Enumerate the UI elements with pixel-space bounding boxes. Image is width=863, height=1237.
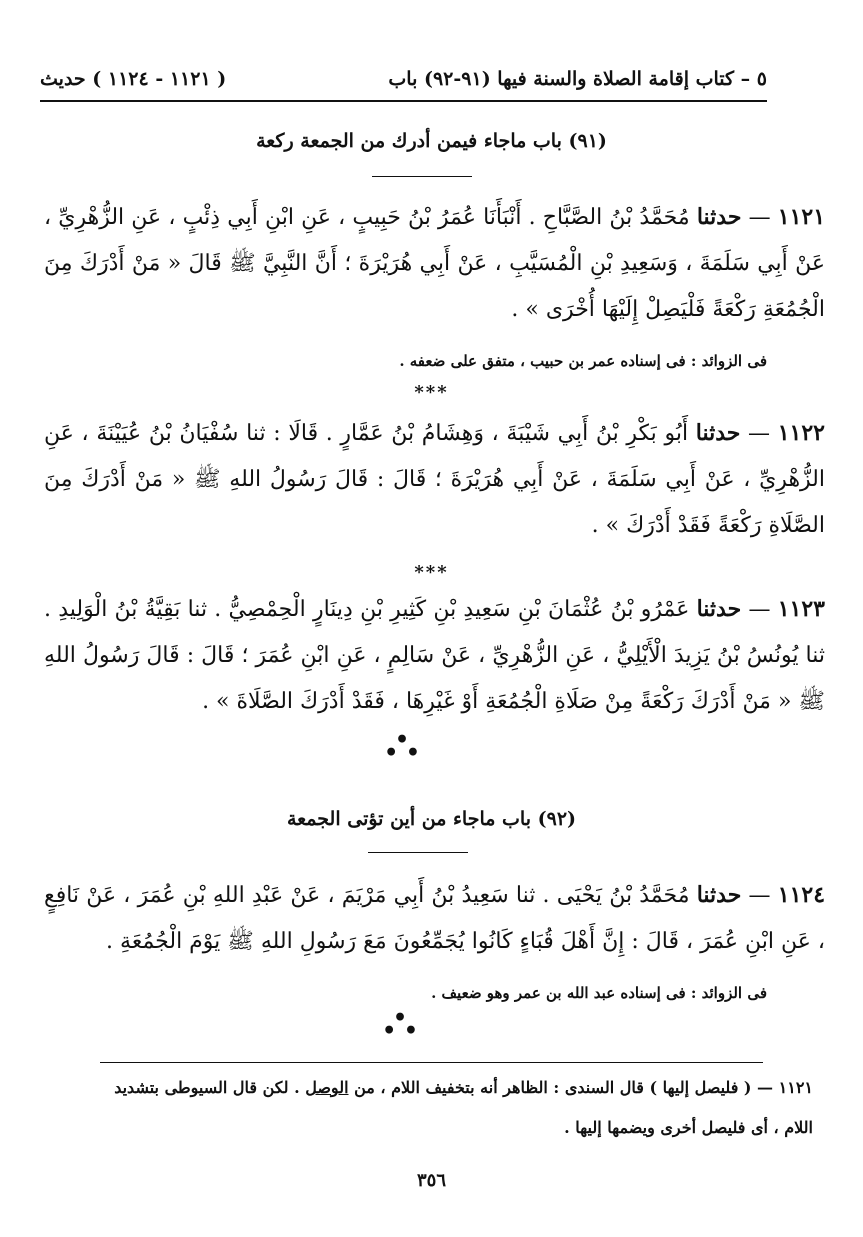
hadith-1123: ١١٢٣ — حدثنا عَمْرُو بْنُ عُثْمَانَ بْنِ سَعِيدِ بْنِ كَثِيرِ بْنِ دِينَارٍ الْحِمْصِيُّ . ثنا بَقِيَّةُ بْنُ الْوَلِيدِ . ثنا يُونُسُ بْنُ يَزِيدَ الْأَيْلِيُّ ، عَنِ الزُّهْرِيِّ ، عَنْ سَالِمٍ ، عَنِ ابْنِ عُمَرَ ؛ قَالَ : قَالَ رَسُولُ اللهِ ﷺ « مَنْ أَدْرَكَ رَكْعَةً مِنْ صَلَاةِ الْجُمُعَةِ أَوْ غَيْرِهَا ، فَقَدْ أَدْرَكَ الصَّلَاةَ » . xyxy=(44,596,825,714)
header-title: ٥ – كتاب إقامة الصلاة والسنة فيها (٩١-٩٢) باب xyxy=(388,68,767,90)
hadith-1121: ١١٢١ — حدثنا مُحَمَّدُ بْنُ الصَّبَّاحِ . أَنْبَأَنَا عُمَرُ بْنُ حَبِيبٍ ، عَنِ ابْنِ أَبِي ذِئْبٍ ، عَنِ الزُّهْرِيِّ ، عَنْ أَبِي سَلَمَةَ ، وَسَعِيدِ بْنِ الْمُسَيَّبِ ، عَنْ أَبِي هُرَيْرَةَ ؛ أَنَّ النَّبِيَّ ﷺ قَالَ « مَنْ أَدْرَكَ مِنَ الْجُمُعَةِ رَكْعَةً فَلْيَصِلْ إِلَيْهَا أُخْرَى » . xyxy=(44,204,826,322)
page-number: ٣٥٦ xyxy=(416,1170,446,1191)
footnote-rest: . لكن قال السيوطى بتشديد اللام ، أى فليصل أخرى ويضمها إليها . xyxy=(114,1078,813,1137)
hadith-number: ١١٢٣ xyxy=(777,596,825,622)
running-header xyxy=(40,64,767,94)
header-rule xyxy=(40,100,767,102)
chapter-heading-92: (٩٢) باب ماجاء من أين تؤتى الجمعة xyxy=(286,808,577,830)
footnote xyxy=(96,1068,813,1148)
zawaid-note-1124: فى الزوائد : فى إسناده عبد الله بن عمر وهو ضعيف . xyxy=(431,984,767,1002)
chapter-heading-91: (٩١) باب ماجاء فيمن أدرك من الجمعة ركعة xyxy=(256,130,607,152)
footnote-underlined: الوصل xyxy=(305,1078,349,1097)
hadith-tag: حدثنا xyxy=(696,882,742,908)
dot: • xyxy=(403,1018,418,1044)
dots-separator xyxy=(380,727,424,766)
dots-separator xyxy=(378,1005,422,1044)
dot: • xyxy=(382,1018,397,1044)
footnote-lead: ١١٢١ — ( فليصل إليها ) قال السندى : الظاهر أنه بتخفيف اللام ، من xyxy=(354,1078,813,1097)
hadith-text: مُحَمَّدُ بْنُ يَحْيَى . ثنا سَعِيدُ بْنُ أَبِي مَرْيَمَ ، عَنْ عَبْدِ اللهِ بْنِ عُمَرَ ، عَنْ نَافِعٍ ، عَنِ ابْنِ عُمَرَ ، قَالَ : إِنَّ أَهْلَ قُبَاءٍ كَانُوا يُجَمِّعُونَ مَعَ رَسُولِ اللهِ ﷺ يَوْمَ الْجُمُعَةِ . xyxy=(44,883,825,954)
dot: • xyxy=(405,740,420,766)
chapter-rule xyxy=(368,852,468,853)
chapter-rule xyxy=(372,176,472,177)
dot: • xyxy=(392,1005,408,1031)
hadith-tag: حدثنا xyxy=(696,596,742,622)
hadith-tag: حدثنا xyxy=(696,204,742,230)
dot: • xyxy=(384,740,399,766)
hadith-1122: ١١٢٢ — حدثنا أَبُو بَكْرِ بْنُ أَبِي شَيْبَةَ ، وَهِشَامُ بْنُ عَمَّارٍ . قَالَا : ثنا سُفْيَانُ بْنُ عُيَيْنَةَ ، عَنِ الزُّهْرِيِّ ، عَنْ أَبِي سَلَمَةَ ، عَنْ أَبِي هُرَيْرَةَ ؛ قَالَ : قَالَ رَسُولُ اللهِ ﷺ « مَنْ أَدْرَكَ مِنَ الصَّلَاةِ رَكْعَةً فَقَدْ أَدْرَكَ » . xyxy=(44,420,826,538)
hadith-number: ١١٢٢ xyxy=(777,420,825,446)
hadith-1124: ١١٢٤ — حدثنا مُحَمَّدُ بْنُ يَحْيَى . ثنا سَعِيدُ بْنُ أَبِي مَرْيَمَ ، عَنْ عَبْدِ اللهِ بْنِ عُمَرَ ، عَنْ نَافِعٍ ، عَنِ ابْنِ عُمَرَ ، قَالَ : إِنَّ أَهْلَ قُبَاءٍ كَانُوا يُجَمِّعُونَ مَعَ رَسُولِ اللهِ ﷺ يَوْمَ الْجُمُعَةِ . xyxy=(44,882,826,954)
hadith-number: ١١٢٤ xyxy=(777,882,826,908)
zawaid-note-1121: فى الزوائد : فى إسناده عمر بن حبيب ، متفق على ضعفه . xyxy=(399,352,767,370)
hadith-text: عَمْرُو بْنُ عُثْمَانَ بْنِ سَعِيدِ بْنِ كَثِيرِ بْنِ دِينَارٍ الْحِمْصِيُّ . ثنا بَقِيَّةُ بْنُ الْوَلِيدِ . ثنا يُونُسُ بْنُ يَزِيدَ الْأَيْلِيُّ ، عَنِ الزُّهْرِيِّ ، عَنْ سَالِمٍ ، عَنِ ابْنِ عُمَرَ ؛ قَالَ : قَالَ رَسُولُ اللهِ ﷺ « مَنْ أَدْرَكَ رَكْعَةً مِنْ صَلَاةِ الْجُمُعَةِ أَوْ غَيْرِهَا ، فَقَدْ أَدْرَكَ الصَّلَاةَ » . xyxy=(44,597,825,714)
hadith-tag: حدثنا xyxy=(695,420,741,446)
section-stars: *** xyxy=(414,382,449,403)
hadith-number: ١١٢١ xyxy=(777,204,826,230)
hadith-text: مُحَمَّدُ بْنُ الصَّبَّاحِ . أَنْبَأَنَا عُمَرُ بْنُ حَبِيبٍ ، عَنِ ابْنِ أَبِي ذِئْبٍ ، عَنِ الزُّهْرِيِّ ، عَنْ أَبِي سَلَمَةَ ، وَسَعِيدِ بْنِ الْمُسَيَّبِ ، عَنْ أَبِي هُرَيْرَةَ ؛ أَنَّ النَّبِيَّ ﷺ قَالَ « مَنْ أَدْرَكَ مِنَ الْجُمُعَةِ رَكْعَةً فَلْيَصِلْ إِلَيْهَا أُخْرَى » . xyxy=(44,205,825,322)
footnote-rule xyxy=(100,1062,763,1063)
section-stars: *** xyxy=(414,562,449,583)
hadith-text: أَبُو بَكْرِ بْنُ أَبِي شَيْبَةَ ، وَهِشَامُ بْنُ عَمَّارٍ . قَالَا : ثنا سُفْيَانُ بْنُ عُيَيْنَةَ ، عَنِ الزُّهْرِيِّ ، عَنْ أَبِي سَلَمَةَ ، عَنْ أَبِي هُرَيْرَةَ ؛ قَالَ : قَالَ رَسُولُ اللهِ ﷺ « مَنْ أَدْرَكَ مِنَ الصَّلَاةِ رَكْعَةً فَقَدْ أَدْرَكَ » . xyxy=(44,421,826,538)
dot: • xyxy=(394,727,410,753)
header-range: ( ١١٢١ - ١١٢٤ ) حديث xyxy=(40,68,227,90)
